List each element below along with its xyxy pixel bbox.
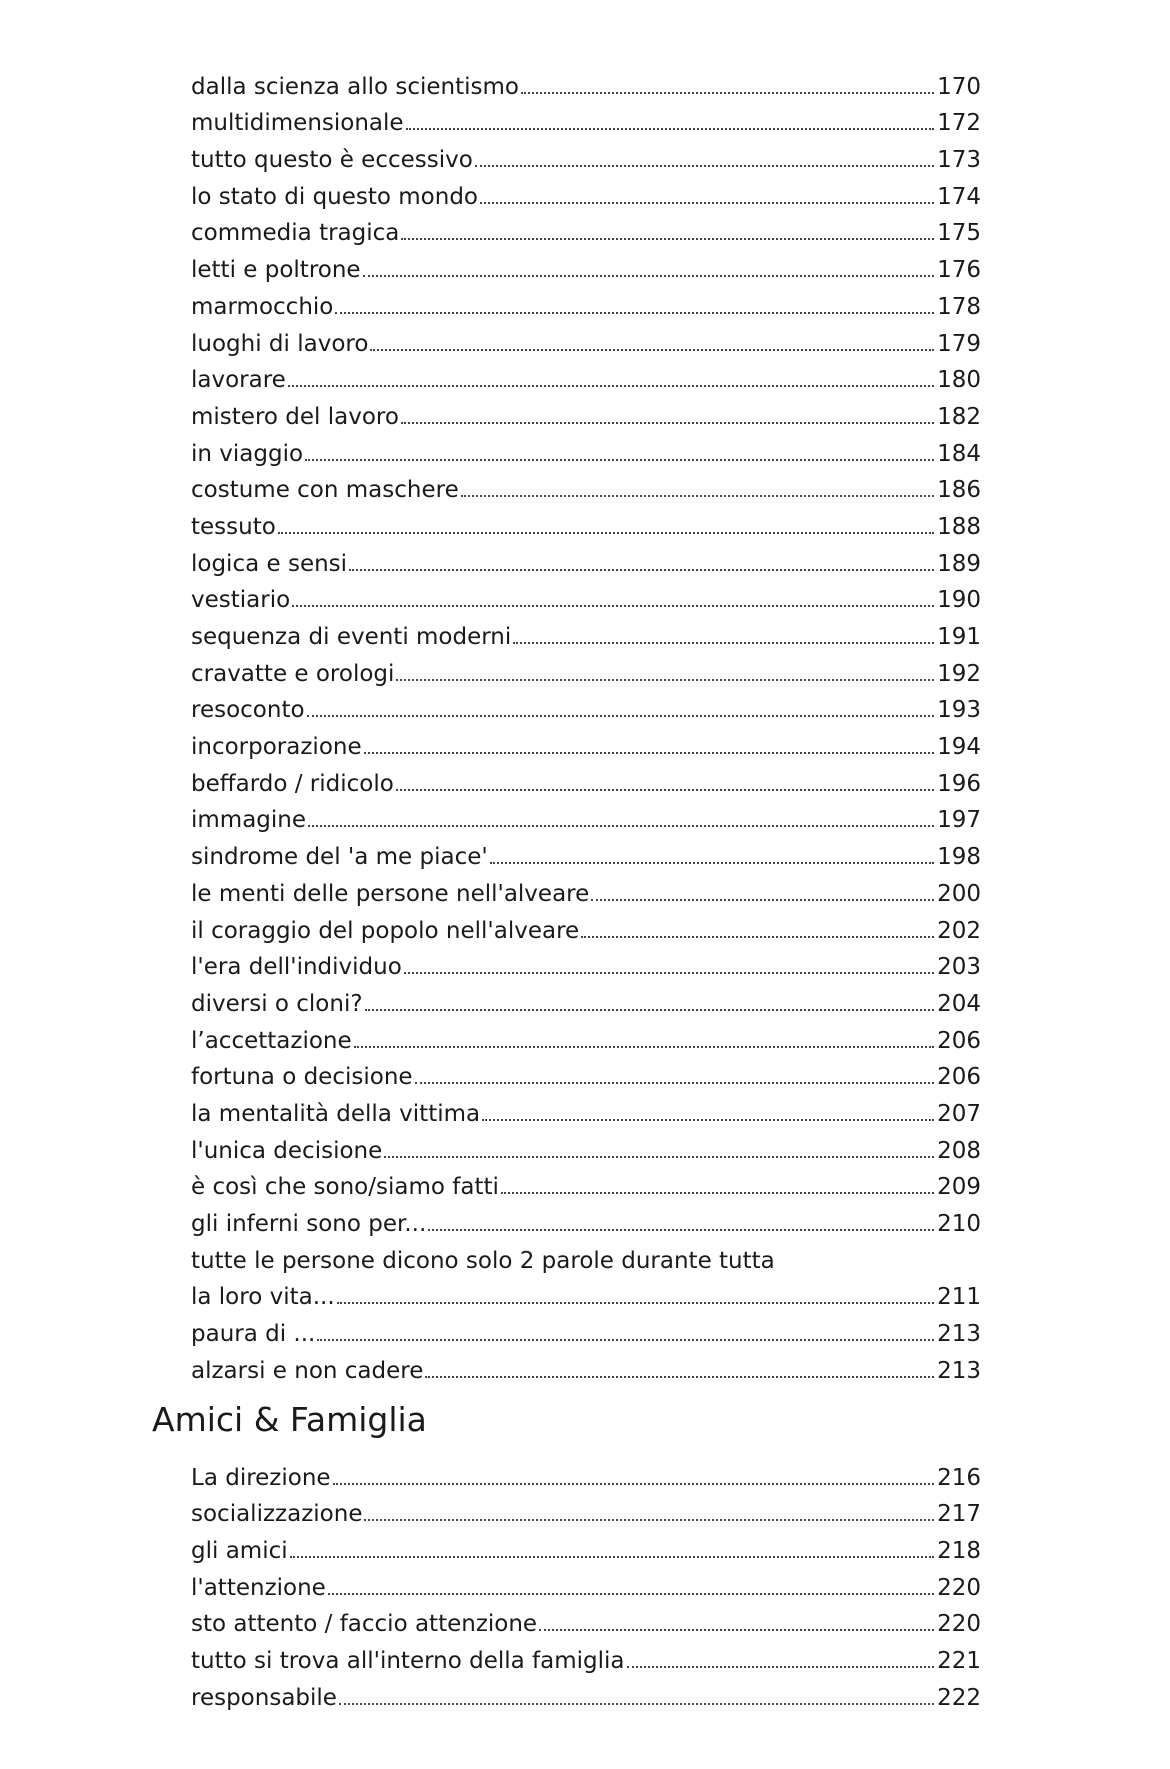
dot-leader	[305, 459, 934, 461]
toc-entries-group	[191, 1453, 981, 1710]
toc-entry-page-number: 211	[937, 1284, 981, 1311]
toc-entry-title: la loro vita...	[191, 1284, 335, 1311]
toc-entry-title: fortuna o decisione	[191, 1064, 413, 1091]
toc-entry-title: le menti delle persone nell'alveare	[191, 880, 590, 907]
toc-entry	[191, 759, 981, 796]
dot-leader	[521, 92, 934, 94]
toc-entry	[191, 356, 981, 393]
toc-entry-title: La direzione	[191, 1464, 331, 1491]
dot-leader	[308, 825, 934, 827]
dot-leader	[317, 1339, 934, 1341]
toc-entry-page-number: 202	[937, 917, 981, 944]
toc-entry	[191, 869, 981, 906]
toc-entry-page-number: 218	[937, 1538, 981, 1565]
dot-leader	[307, 715, 935, 717]
toc-entry-title: è così che sono/siamo fatti	[191, 1174, 499, 1201]
toc-entry-page-number: 204	[937, 990, 981, 1017]
dot-leader	[335, 312, 934, 314]
toc-entry	[191, 796, 981, 833]
toc-entry-title: gli amici	[191, 1538, 288, 1565]
dot-leader	[461, 495, 934, 497]
toc-entry	[191, 1346, 981, 1383]
toc-entry-page-number: 191	[937, 624, 981, 650]
dot-leader	[364, 752, 934, 754]
dot-leader	[627, 1666, 935, 1668]
section-heading: Amici & Famiglia	[152, 1400, 427, 1439]
dot-leader	[482, 1119, 934, 1121]
toc-entry-title: resoconto	[191, 697, 305, 724]
dot-leader	[490, 862, 934, 864]
toc-entry	[191, 943, 981, 980]
toc-entry-page-number: 197	[937, 807, 981, 834]
toc-entry	[191, 62, 981, 99]
dot-leader	[363, 275, 935, 277]
toc-entry-page-number: 173	[937, 147, 981, 174]
toc-entry-page-number: 176	[937, 257, 981, 284]
toc-entry-title: costume con maschere	[191, 477, 459, 504]
toc-entry-title: sto attento / faccio attenzione	[191, 1611, 538, 1638]
toc-entry	[191, 135, 981, 172]
toc-entry-title: in viaggio	[191, 440, 304, 467]
toc-entry	[191, 319, 981, 356]
toc-entry-page-number: 207	[937, 1100, 981, 1127]
toc-entry-title: l’accettazione	[191, 1027, 352, 1054]
toc-entry-title: dalla scienza allo scientismo	[191, 73, 519, 100]
toc-entry-page-number: 213	[937, 1357, 981, 1384]
toc-entry	[191, 1490, 981, 1527]
toc-entry-title: lavorare	[191, 367, 286, 394]
toc-entry	[191, 429, 981, 466]
dot-leader	[501, 1192, 934, 1194]
toc-entry-page-number: 179	[937, 330, 981, 357]
toc-entry	[191, 1163, 981, 1200]
dot-leader	[364, 1519, 934, 1521]
dot-leader	[428, 1229, 934, 1231]
toc-entry-page-number: 190	[937, 587, 981, 614]
dot-leader	[278, 532, 934, 534]
toc-entry	[191, 1636, 981, 1673]
toc-entry-page-number: 193	[937, 697, 981, 724]
toc-entry	[191, 1600, 981, 1637]
toc-entry-title: alzarsi e non cadere	[191, 1357, 424, 1384]
dot-leader	[404, 972, 934, 974]
toc-entry	[191, 502, 981, 539]
toc-entry	[191, 392, 981, 429]
toc-entry-page-number: 175	[937, 220, 981, 247]
toc-entry-page-number: 206	[937, 1064, 981, 1091]
toc-entry-page-number: 222	[937, 1684, 981, 1711]
toc-entry-title: tutto questo è eccessivo	[191, 147, 473, 174]
toc-entry	[191, 1309, 981, 1346]
toc-entry-page-number: 200	[937, 880, 981, 907]
dot-leader	[401, 238, 934, 240]
toc-entry-title: diversi o cloni?	[191, 990, 363, 1017]
toc-entry	[191, 979, 981, 1016]
toc-entry-page-number: 172	[937, 110, 981, 137]
dot-leader	[328, 1593, 934, 1595]
dot-leader	[406, 128, 935, 130]
dot-leader	[539, 1629, 934, 1631]
dot-leader	[396, 789, 934, 791]
toc-entry-page-number: 221	[937, 1648, 981, 1675]
toc-entry	[191, 576, 981, 613]
toc-entry	[191, 832, 981, 869]
toc-entry	[191, 612, 981, 649]
dot-leader	[415, 1082, 935, 1084]
toc-entry-title: la mentalità della vittima	[191, 1100, 481, 1127]
dot-leader	[339, 1703, 934, 1705]
toc-entry-title: il coraggio del popolo nell'alveare	[191, 917, 580, 944]
toc-entry	[191, 1089, 981, 1126]
dot-leader	[591, 899, 934, 901]
toc-entry-page-number: 209	[937, 1174, 981, 1201]
dot-leader	[384, 1156, 934, 1158]
toc-entry-title: l'attenzione	[191, 1574, 326, 1601]
toc-entry-page-number: 210	[937, 1211, 981, 1237]
toc-entry-page-number: 208	[937, 1137, 981, 1164]
dot-leader	[292, 605, 934, 607]
toc-entry-page-number: 192	[937, 660, 981, 687]
toc-entry-title: immagine	[191, 807, 307, 834]
toc-entry-page-number: 217	[937, 1501, 981, 1528]
toc-entry-page-number: 186	[937, 477, 981, 504]
dot-leader	[370, 349, 934, 351]
toc-entry-page-number: 182	[937, 403, 981, 430]
toc-entry-page-number: 184	[937, 440, 981, 467]
toc-entry-title: logica e sensi	[191, 550, 348, 577]
toc-entry	[191, 172, 981, 209]
toc-entry-title: sequenza di eventi moderni	[191, 624, 512, 650]
toc-entry-title: l'unica decisione	[191, 1137, 383, 1164]
toc-entry-title: multidimensionale	[191, 110, 404, 137]
toc-entry-title: paura di ...	[191, 1321, 316, 1348]
toc-entries-group	[191, 62, 981, 1383]
dot-leader	[288, 385, 934, 387]
dot-leader	[475, 165, 934, 167]
toc-entry-title: lo stato di questo mondo	[191, 183, 479, 210]
toc-entry	[191, 906, 981, 943]
dot-leader	[333, 1483, 935, 1485]
toc-entry-title: responsabile	[191, 1684, 337, 1711]
dot-leader	[425, 1376, 934, 1378]
toc-entry-title: marmocchio	[191, 293, 334, 320]
toc-entry-page-number: 198	[937, 844, 981, 871]
toc-entry-title: gli inferni sono per...	[191, 1211, 427, 1237]
toc-entry-title: mistero del lavoro	[191, 403, 399, 430]
toc-entry-page-number: 189	[937, 550, 981, 577]
toc-entry-page-number: 170	[937, 73, 981, 100]
toc-entry-title: sindrome del 'a me piace'	[191, 844, 488, 871]
toc-entry	[191, 1199, 981, 1236]
toc-entry-title: tutto si trova all'interno della famiglia	[191, 1648, 625, 1675]
toc-entry-page-number: 206	[937, 1027, 981, 1054]
dot-leader	[480, 202, 934, 204]
toc-entry	[191, 1673, 981, 1710]
toc-entry-title: socializzazione	[191, 1501, 363, 1528]
dot-leader	[365, 1009, 935, 1011]
toc-entry-title: incorporazione	[191, 734, 362, 761]
toc-entry-page-number: 180	[937, 367, 981, 394]
toc-entry-title: l'era dell'individuo	[191, 954, 402, 981]
toc-entry	[191, 1453, 981, 1490]
toc-entry-page-number: 220	[937, 1574, 981, 1601]
toc-entry-title: tutte le persone dicono solo 2 parole durante tutta	[191, 1247, 775, 1274]
toc-entry	[191, 99, 981, 136]
toc-entry	[191, 649, 981, 686]
dot-leader	[396, 679, 934, 681]
toc-entry-page-number: 174	[937, 183, 981, 210]
toc-entry-title: beffardo / ridicolo	[191, 770, 394, 797]
dot-leader	[290, 1556, 934, 1558]
toc-entry	[191, 1016, 981, 1053]
toc-entry-title: tessuto	[191, 513, 276, 540]
toc-entry-page-number: 196	[937, 770, 981, 797]
toc-entry-title: letti e poltrone	[191, 257, 361, 284]
toc-entry-page-number: 188	[937, 513, 981, 540]
toc-entry	[191, 1053, 981, 1090]
toc-entry	[191, 722, 981, 759]
dot-leader	[354, 1046, 934, 1048]
toc-entry-title: cravatte e orologi	[191, 660, 395, 687]
toc-entry	[191, 1273, 981, 1310]
toc-entry	[191, 282, 981, 319]
dot-leader	[401, 422, 934, 424]
toc-entry	[191, 1236, 981, 1273]
toc-entry-page-number: 216	[937, 1464, 981, 1491]
toc-entry	[191, 1563, 981, 1600]
toc-entry-page-number: 220	[937, 1611, 981, 1638]
toc-entry-title: vestiario	[191, 587, 291, 614]
toc-entry	[191, 539, 981, 576]
toc-entry	[191, 245, 981, 282]
dot-leader	[581, 936, 934, 938]
dot-leader	[349, 569, 934, 571]
toc-entry-page-number: 203	[937, 954, 981, 981]
toc-entry	[191, 466, 981, 503]
toc-entry-title: commedia tragica	[191, 220, 400, 247]
toc-entry-title: luoghi di lavoro	[191, 330, 369, 357]
toc-entry-page-number: 178	[937, 293, 981, 320]
toc-entry	[191, 686, 981, 723]
toc-entry	[191, 1526, 981, 1563]
toc-entry	[191, 1126, 981, 1163]
dot-leader	[337, 1302, 934, 1304]
toc-entry-page-number: 194	[937, 734, 981, 761]
toc-entry	[191, 209, 981, 246]
dot-leader	[513, 642, 934, 644]
toc-entry-page-number: 213	[937, 1321, 981, 1348]
